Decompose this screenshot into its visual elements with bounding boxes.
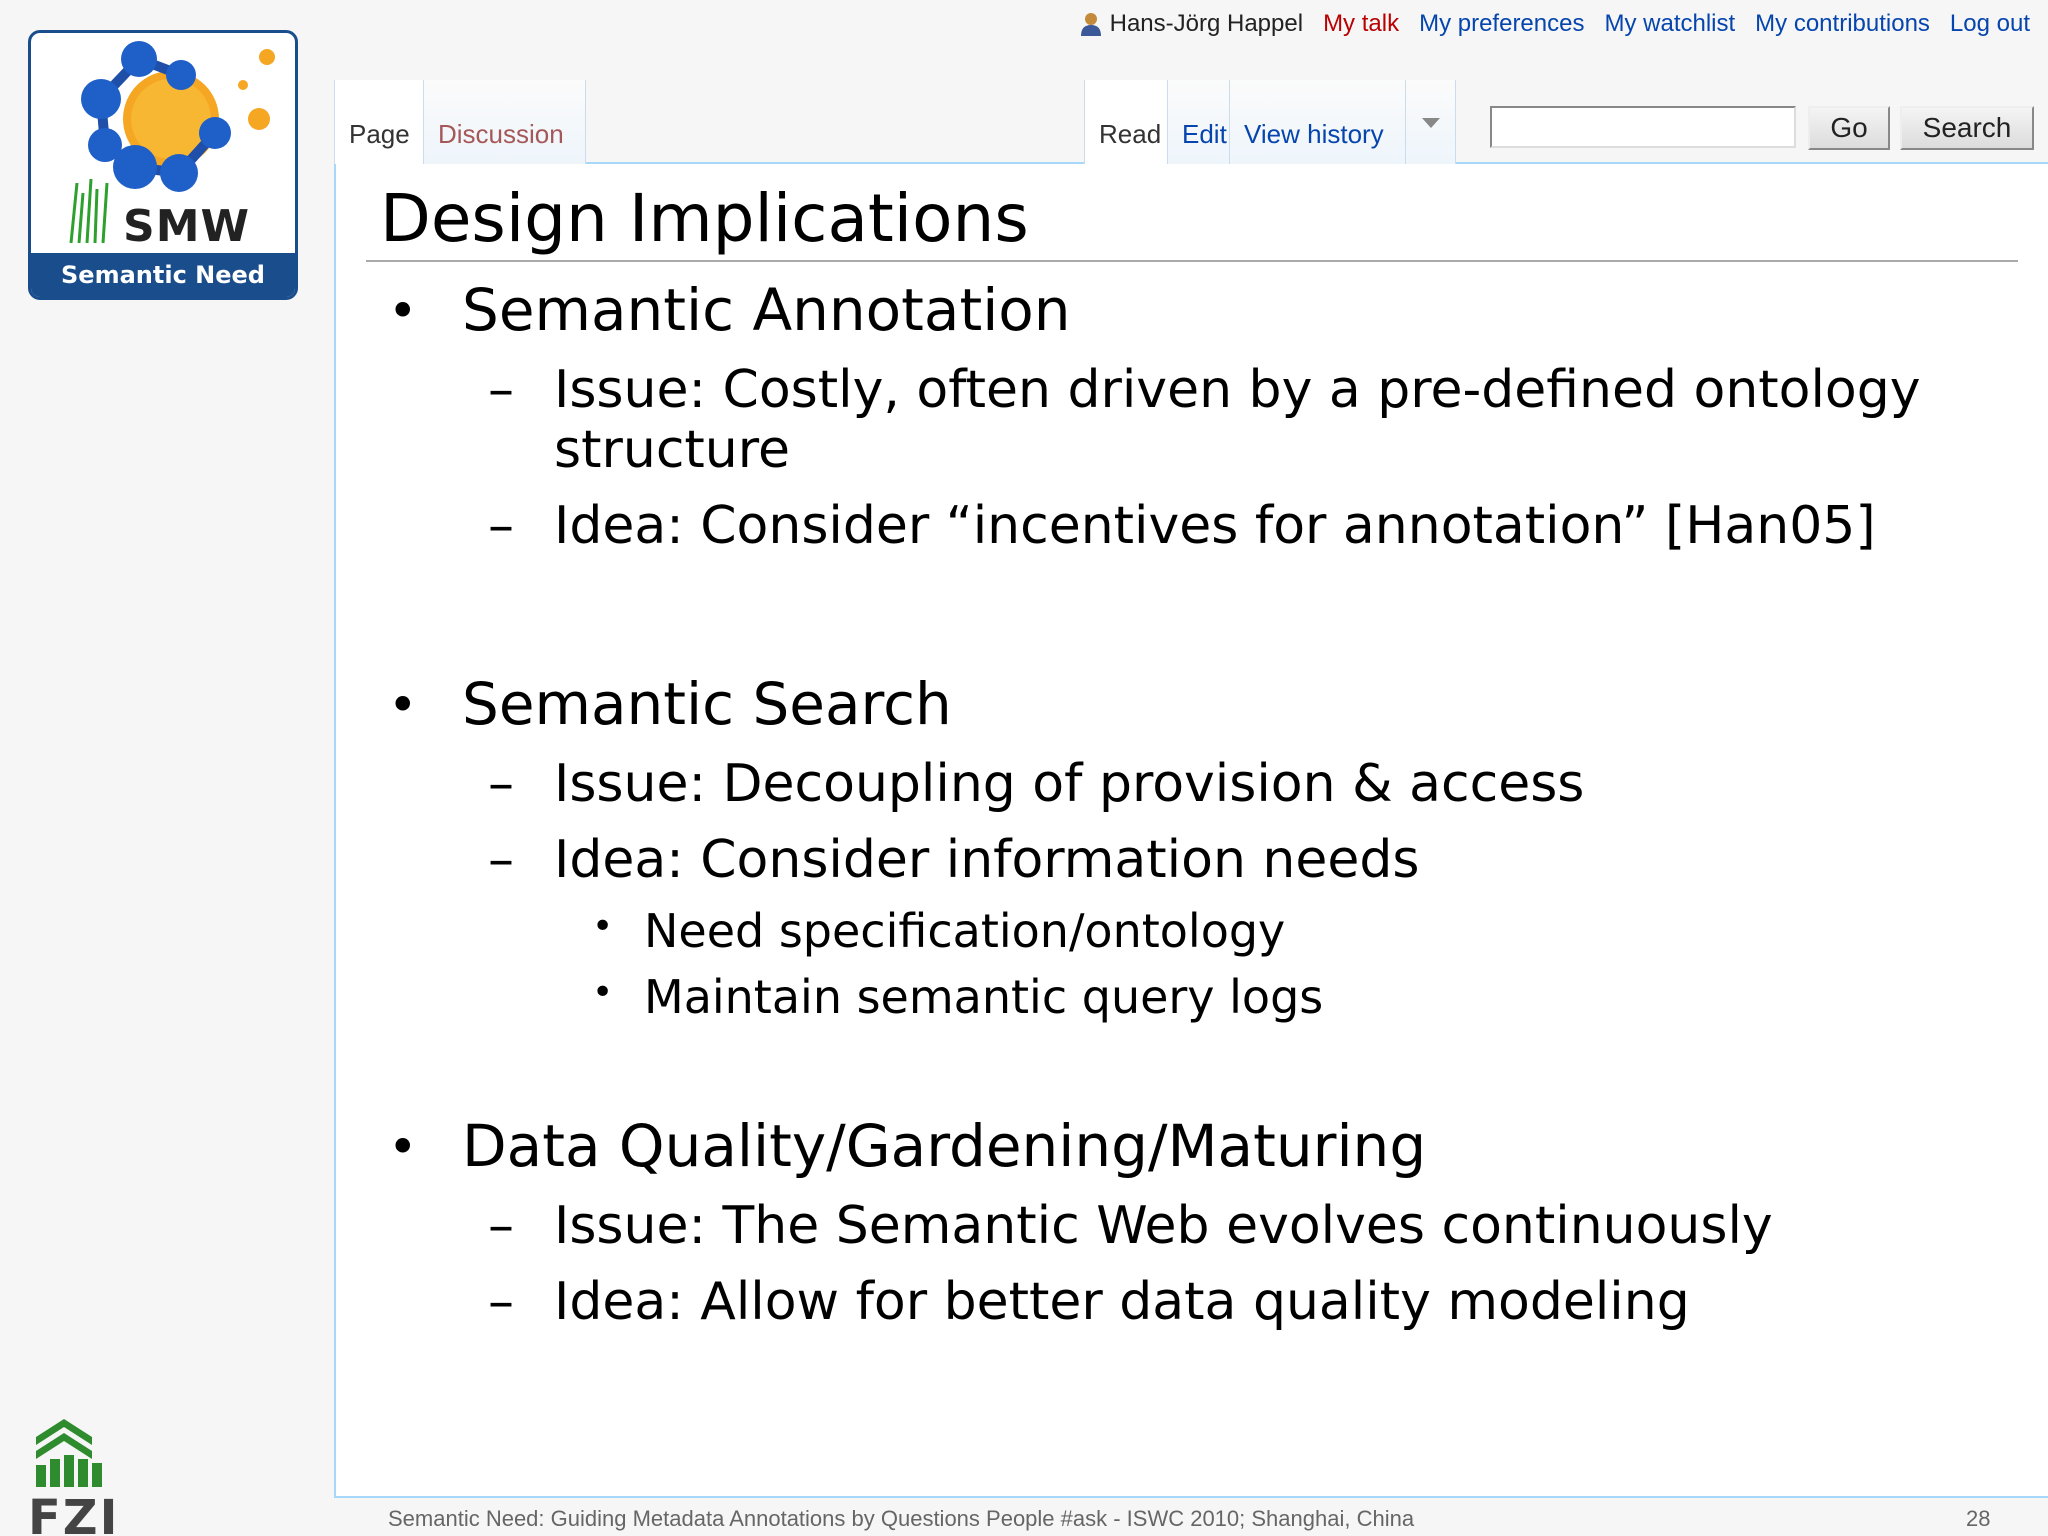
section-heading: Semantic Annotation [462, 276, 1071, 344]
sub-bullet-icon: • [592, 972, 614, 1013]
dash-icon: – [488, 1272, 514, 1332]
dash-icon: – [488, 754, 514, 814]
idea-text: Idea: Consider “incentives for annotation” [Han05] [554, 496, 1876, 556]
idea-text: Idea: Consider information needs [554, 830, 1420, 890]
smw-logo[interactable] [28, 30, 298, 300]
search-button[interactable]: Search [1900, 106, 2034, 150]
user-icon [1080, 12, 1102, 36]
footer-divider [334, 1496, 2048, 1498]
issue-text: Issue: Decoupling of provision & access [554, 754, 1585, 814]
section-heading: Data Quality/Gardening/Maturing [462, 1112, 1427, 1180]
tab-edit[interactable]: Edit [1168, 80, 1230, 164]
tab-page[interactable]: Page [334, 80, 424, 164]
bullet-icon: • [388, 282, 418, 340]
logo-caption: Semantic Need [31, 253, 295, 297]
dash-icon: – [488, 830, 514, 890]
bullet-icon: • [388, 1118, 418, 1176]
issue-text: Issue: The Semantic Web evolves continuously [554, 1196, 1773, 1256]
dropdown-arrow-icon [1422, 118, 1440, 128]
issue-text: Issue: Costly, often driven by a pre-defined ontology [554, 360, 1921, 420]
my-talk-link[interactable]: My talk [1323, 10, 1400, 37]
my-watchlist-link[interactable]: My watchlist [1604, 10, 1736, 37]
dash-icon: – [488, 496, 514, 556]
my-contributions-link[interactable]: My contributions [1755, 10, 1930, 37]
sub-item: Maintain semantic query logs [644, 970, 1324, 1024]
tab-view-history[interactable]: View history [1230, 80, 1406, 164]
search-input[interactable] [1490, 106, 1796, 148]
more-actions-menu[interactable] [1406, 80, 1456, 164]
my-preferences-link[interactable]: My preferences [1419, 10, 1585, 37]
log-out-link[interactable]: Log out [1949, 10, 2030, 37]
page-title: Design Implications [380, 180, 1029, 257]
title-divider [366, 260, 2018, 262]
section-heading: Semantic Search [462, 670, 952, 738]
fzi-wordmark: FZI [28, 1490, 120, 1536]
dash-icon: – [488, 360, 514, 420]
bullet-icon: • [388, 676, 418, 734]
sub-bullet-icon: • [592, 906, 614, 947]
personal-tools [1080, 6, 2030, 42]
sidebar [0, 0, 335, 1536]
smw-wordmark: SMW [123, 201, 251, 252]
sub-item: Need specification/ontology [644, 904, 1286, 958]
tab-discussion[interactable]: Discussion [424, 80, 586, 164]
page-number: 28 [1966, 1506, 1991, 1531]
issue-text-continued: structure [554, 420, 790, 480]
footer-text: Semantic Need: Guiding Metadata Annotations by Questions People #ask - ISWC 2010; Shanghai, China [388, 1506, 1415, 1531]
user-name: Hans-Jörg Happel [1109, 10, 1304, 37]
dash-icon: – [488, 1196, 514, 1256]
tab-read[interactable]: Read [1084, 80, 1168, 164]
user-link[interactable] [1080, 10, 1303, 38]
idea-text: Idea: Allow for better data quality modeling [554, 1272, 1690, 1332]
go-button[interactable]: Go [1808, 106, 1890, 150]
